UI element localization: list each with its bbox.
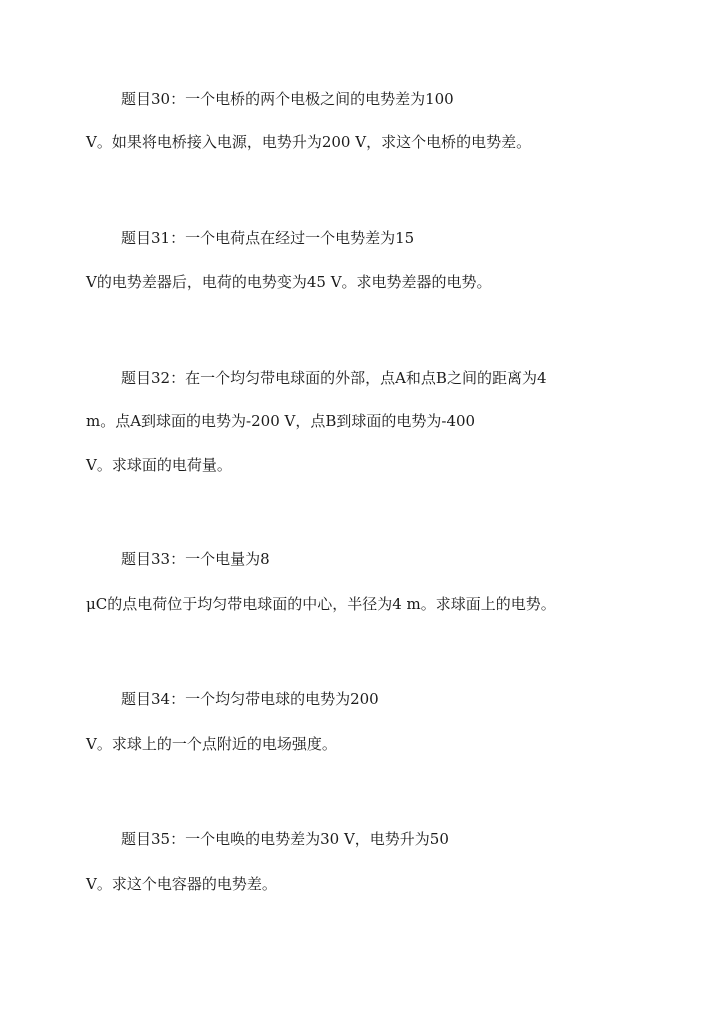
question-30-line-2: V。如果将电桥接入电源，电势升为200 V，求这个电桥的电势差。 xyxy=(86,133,532,151)
question-34-line-2: V。求球上的一个点附近的电场强度。 xyxy=(86,735,337,753)
question-30-line-1: 题目30：一个电桥的两个电极之间的电势差为100 xyxy=(121,90,454,108)
question-31-line-1: 题目31：一个电荷点在经过一个电势差为15 xyxy=(121,229,415,247)
question-33-line-1: 题目33：一个电量为8 xyxy=(121,550,270,568)
question-34-line-1: 题目34：一个均匀带电球的电势为200 xyxy=(121,690,379,708)
question-32-line-2: m。点A到球面的电势为-200 V，点B到球面的电势为-400 xyxy=(86,412,476,430)
question-31-line-2: V的电势差器后，电荷的电势变为45 V。求电势差器的电势。 xyxy=(86,273,492,291)
question-33-line-2: μC的点电荷位于均匀带电球面的中心，半径为4 m。求球面上的电势。 xyxy=(86,595,556,613)
question-35-line-1: 题目35：一个电唤的电势差为30 V，电势升为50 xyxy=(121,830,449,848)
question-32-line-3: V。求球面的电荷量。 xyxy=(86,456,232,474)
question-32-line-1: 题目32：在一个均匀带电球面的外部，点A和点B之间的距离为4 xyxy=(121,369,547,387)
question-35-line-2: V。求这个电容器的电势差。 xyxy=(86,875,277,893)
